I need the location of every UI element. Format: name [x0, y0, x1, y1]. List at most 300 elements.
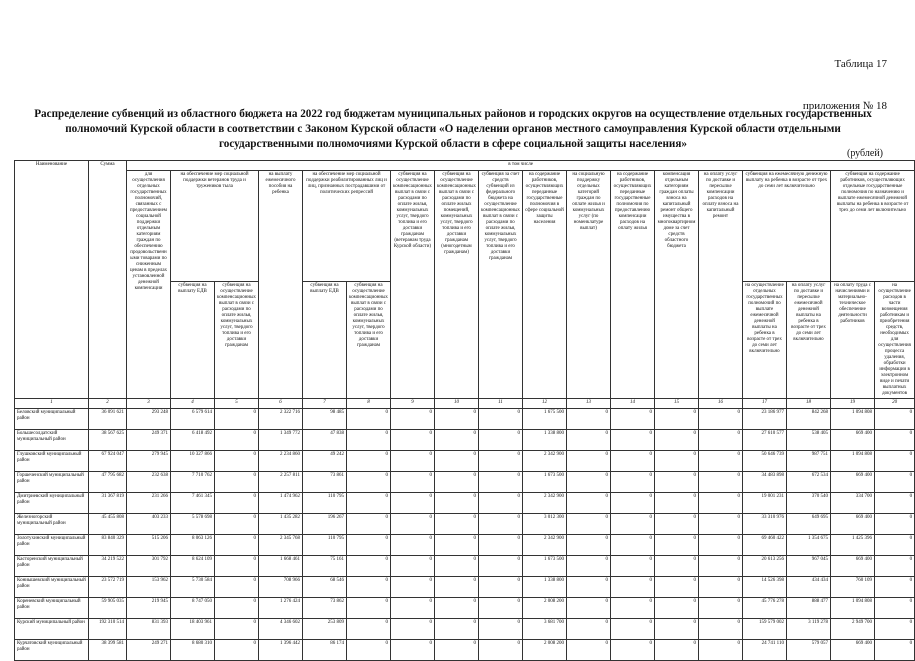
- header-col-12: на содержание работников, осуществляющих переданные государственные полномочия в сфере социальной защиты населения: [523, 171, 567, 399]
- cell-value: 2 008 200: [523, 640, 567, 661]
- cell-value: 159 579 002: [743, 619, 787, 640]
- cell-value: 0: [655, 409, 699, 430]
- cell-value: 967 045: [787, 556, 831, 577]
- cell-value: 1 338 800: [523, 430, 567, 451]
- cell-value: 34 483 898: [743, 472, 787, 493]
- cell-value: 0: [215, 598, 259, 619]
- cell-value: 0: [655, 535, 699, 556]
- units-label: (рублей): [846, 148, 883, 159]
- cell-value: 45 455 808: [89, 514, 127, 535]
- cell-value: 50 646 739: [743, 451, 787, 472]
- cell-value: 47 838: [303, 430, 347, 451]
- cell-value: 0: [215, 514, 259, 535]
- column-number: 7: [303, 399, 347, 409]
- cell-value: 0: [391, 493, 435, 514]
- cell-value: 1 094 808: [831, 598, 875, 619]
- header-col-5: субвенция на осуществление компенсационных выплат в связи с расходами по оплате жилья, коммунальных услуг, твердого топлива и его доставки гражданам: [215, 282, 259, 399]
- cell-value: 1 435 282: [259, 514, 303, 535]
- cell-value: 0: [435, 619, 479, 640]
- cell-value: 36 091 621: [89, 409, 127, 430]
- cell-value: 1 094 808: [831, 409, 875, 430]
- cell-value: 831 393: [127, 619, 171, 640]
- cell-value: 0: [215, 535, 259, 556]
- cell-value: 0: [875, 514, 915, 535]
- cell-value: 0: [875, 535, 915, 556]
- cell-value: 24 741 110: [743, 640, 787, 661]
- column-number: 13: [567, 399, 611, 409]
- cell-value: 888 477: [787, 598, 831, 619]
- cell-value: 27 610 577: [743, 430, 787, 451]
- cell-value: 0: [567, 430, 611, 451]
- municipality-name: Касторенский муниципальный район: [15, 556, 89, 577]
- cell-value: 0: [391, 472, 435, 493]
- cell-value: 515 206: [127, 535, 171, 556]
- cell-value: 434 434: [787, 577, 831, 598]
- cell-value: 0: [567, 451, 611, 472]
- cell-value: 0: [435, 493, 479, 514]
- cell-value: 0: [567, 577, 611, 598]
- cell-value: 2 008 200: [523, 598, 567, 619]
- municipality-name: Большесолдатский муниципальный район: [15, 430, 89, 451]
- cell-value: 334 700: [831, 493, 875, 514]
- cell-value: 0: [215, 472, 259, 493]
- cell-value: 231 266: [127, 493, 171, 514]
- municipality-name: Железногорский муниципальный район: [15, 514, 89, 535]
- column-number: 17: [743, 399, 787, 409]
- cell-value: 0: [435, 514, 479, 535]
- cell-value: 1 675 500: [523, 409, 567, 430]
- cell-value: 0: [435, 451, 479, 472]
- header-col-7-8: на обеспечение мер социальной поддержки реабилитированных лиц и лиц, признанных пострадавшими от политических репрессий: [303, 171, 391, 282]
- cell-value: 0: [875, 640, 915, 661]
- cell-value: 1 354 675: [787, 535, 831, 556]
- cell-value: 0: [611, 409, 655, 430]
- cell-value: 0: [479, 514, 523, 535]
- cell-value: 2 322 716: [259, 409, 303, 430]
- cell-value: 403 233: [127, 514, 171, 535]
- column-number: 8: [347, 399, 391, 409]
- table-row: [15, 640, 915, 661]
- table-row: [15, 577, 915, 598]
- cell-value: 0: [479, 472, 523, 493]
- column-number: 20: [875, 399, 915, 409]
- document-title: Распределение субвенций из областного бюджета на 2022 год бюджетам муниципальных районов и городских округов на осуществление отдельных государственных полномочий Курской области в соответствии с Законом Курской области «О наделении органов местного самоуправления Курской области отдельными государственными полномочиями Курской области в сфере социальной защиты населения»: [34, 108, 872, 150]
- cell-value: 0: [435, 598, 479, 619]
- cell-value: 0: [391, 514, 435, 535]
- cell-value: 69 460 422: [743, 535, 787, 556]
- cell-value: 0: [567, 493, 611, 514]
- column-number: 15: [655, 399, 699, 409]
- header-col-18: на оплату услуг по доставке и пересылке ежемесячной денежной выплаты на ребенка в возрасте от трех до семи лет включительно: [787, 282, 831, 399]
- cell-value: 0: [479, 451, 523, 472]
- cell-value: 232 638: [127, 472, 171, 493]
- cell-value: 0: [655, 577, 699, 598]
- cell-value: 0: [215, 430, 259, 451]
- column-number: 5: [215, 399, 259, 409]
- cell-value: 8 063 126: [171, 535, 215, 556]
- cell-value: 0: [479, 598, 523, 619]
- cell-value: 0: [655, 430, 699, 451]
- header-col-9: субвенция на осуществление компенсационных выплат в связи с расходами по оплате жилья, коммунальных услуг, твердого топлива и его доставки гражданам (ветеранам труда Курской области): [391, 171, 435, 399]
- cell-value: 5 578 698: [171, 514, 215, 535]
- cell-value: 3 012 300: [523, 514, 567, 535]
- cell-value: 0: [435, 409, 479, 430]
- table-row: [15, 619, 915, 640]
- header-col-19-20: субвенция на содержание работников, осуществляющих отдельные государственные полномочия по назначению и выплате ежемесячной денежной выплаты на ребенка в возрасте от трех до семи лет включительно: [831, 171, 915, 282]
- table-row: [15, 409, 915, 430]
- cell-value: 760 109: [831, 577, 875, 598]
- cell-value: 1 474 962: [259, 493, 303, 514]
- header-col-10: субвенция на осуществление компенсационных выплат в связи с расходами по оплате жилых помещений, коммунальных услуг, твердого топлива и его доставки гражданам (многодетным гражданам): [435, 171, 479, 399]
- cell-value: 669 400: [831, 640, 875, 661]
- cell-value: 253 809: [303, 619, 347, 640]
- cell-value: 649 695: [787, 514, 831, 535]
- cell-value: 6 579 614: [171, 409, 215, 430]
- cell-value: 0: [391, 598, 435, 619]
- column-number: 3: [127, 399, 171, 409]
- cell-value: 669 400: [831, 472, 875, 493]
- cell-value: 0: [611, 556, 655, 577]
- table-body: [15, 409, 915, 661]
- cell-value: 8 747 050: [171, 598, 215, 619]
- cell-value: 73 862: [303, 598, 347, 619]
- cell-value: 73 861: [303, 472, 347, 493]
- cell-value: 86 174: [303, 640, 347, 661]
- cell-value: 0: [611, 451, 655, 472]
- cell-value: 0: [347, 430, 391, 451]
- table-row: [15, 556, 915, 577]
- cell-value: 0: [479, 619, 523, 640]
- cell-value: 669 400: [831, 556, 875, 577]
- cell-value: 1 094 808: [831, 451, 875, 472]
- cell-value: 47 795 682: [89, 472, 127, 493]
- cell-value: 279 945: [127, 451, 171, 472]
- cell-value: 0: [479, 409, 523, 430]
- appendix-number: приложения № 18: [802, 100, 887, 112]
- cell-value: 0: [215, 640, 259, 661]
- cell-value: 0: [347, 472, 391, 493]
- cell-value: 0: [699, 514, 743, 535]
- cell-value: 0: [611, 472, 655, 493]
- cell-value: 0: [391, 577, 435, 598]
- cell-value: 0: [347, 640, 391, 661]
- header-col-6: на выплату ежемесячного пособия на ребенка: [259, 171, 303, 399]
- cell-value: 370 540: [787, 493, 831, 514]
- cell-value: 45 776 278: [743, 598, 787, 619]
- cell-value: 2 949 700: [831, 619, 875, 640]
- cell-value: 0: [391, 556, 435, 577]
- cell-value: 196 267: [303, 514, 347, 535]
- column-number: 10: [435, 399, 479, 409]
- cell-value: 0: [435, 430, 479, 451]
- cell-value: 0: [699, 451, 743, 472]
- cell-value: 31 367 819: [89, 493, 127, 514]
- cell-value: 0: [875, 451, 915, 472]
- cell-value: 0: [347, 556, 391, 577]
- table-row: [15, 493, 915, 514]
- cell-value: 0: [699, 409, 743, 430]
- cell-value: 3 119 278: [787, 619, 831, 640]
- cell-value: 0: [215, 577, 259, 598]
- cell-value: 0: [875, 472, 915, 493]
- header-col-4-5: на обеспечение мер социальной поддержки ветеранов труда и тружеников тыла: [171, 171, 259, 282]
- cell-value: 579 057: [787, 640, 831, 661]
- cell-value: 2 257 811: [259, 472, 303, 493]
- cell-value: 0: [215, 556, 259, 577]
- cell-value: 59 905 035: [89, 598, 127, 619]
- cell-value: 0: [611, 619, 655, 640]
- cell-value: 49 242: [303, 451, 347, 472]
- cell-value: 0: [567, 556, 611, 577]
- cell-value: 0: [347, 514, 391, 535]
- cell-value: 0: [435, 472, 479, 493]
- cell-value: 6 418 492: [171, 430, 215, 451]
- cell-value: 2 234 860: [259, 451, 303, 472]
- cell-value: 0: [655, 598, 699, 619]
- cell-value: 0: [611, 535, 655, 556]
- cell-value: 0: [655, 556, 699, 577]
- header-col-17-18: субвенция на ежемесячную денежную выплату на ребенка в возрасте от трех до семи лет включительно: [743, 171, 831, 282]
- cell-value: 0: [875, 493, 915, 514]
- cell-value: 842 268: [787, 409, 831, 430]
- cell-value: 672 534: [787, 472, 831, 493]
- subsidy-table: [14, 160, 915, 661]
- cell-value: 68 546: [303, 577, 347, 598]
- cell-value: 301 792: [127, 556, 171, 577]
- cell-value: 0: [655, 451, 699, 472]
- header-col-11: субвенция за счет средств субвенций из федерального бюджета на осуществление компенсационных выплат в связи с расходами по оплате жилья, коммунальных услуг, твердого топлива и его доставки гражданам: [479, 171, 523, 399]
- cell-value: 38 399 581: [89, 640, 127, 661]
- cell-value: 14 526 398: [743, 577, 787, 598]
- header-col-7: субвенция на выплату ЕДВ: [303, 282, 347, 399]
- municipality-name: Кониышевский муниципальный район: [15, 577, 89, 598]
- cell-value: 0: [391, 640, 435, 661]
- cell-value: 0: [699, 556, 743, 577]
- table-row: [15, 535, 915, 556]
- header-names: Наименование: [15, 161, 89, 399]
- cell-value: 0: [435, 640, 479, 661]
- cell-value: 0: [567, 535, 611, 556]
- cell-value: 0: [215, 409, 259, 430]
- cell-value: 75 161: [303, 556, 347, 577]
- cell-value: 0: [347, 598, 391, 619]
- cell-value: 0: [391, 451, 435, 472]
- column-number: 14: [611, 399, 655, 409]
- cell-value: 38 567 625: [89, 430, 127, 451]
- cell-value: 0: [347, 451, 391, 472]
- header-sum: Сумма: [89, 161, 127, 399]
- column-number: 6: [259, 399, 303, 409]
- cell-value: 7 461 345: [171, 493, 215, 514]
- cell-value: 0: [875, 577, 915, 598]
- cell-value: 1 396 442: [259, 640, 303, 661]
- cell-value: 538 405: [787, 430, 831, 451]
- column-number: 11: [479, 399, 523, 409]
- cell-value: 8 624 109: [171, 556, 215, 577]
- cell-value: 34 219 522: [89, 556, 127, 577]
- cell-value: 98 485: [303, 409, 347, 430]
- cell-value: 1 673 500: [523, 472, 567, 493]
- cell-value: 0: [391, 409, 435, 430]
- cell-value: 0: [611, 640, 655, 661]
- cell-value: 110 795: [303, 493, 347, 514]
- header-col-4: субвенция на выплату ЕДВ: [171, 282, 215, 399]
- cell-value: 83 840 329: [89, 535, 127, 556]
- cell-value: 0: [391, 619, 435, 640]
- cell-value: 0: [611, 598, 655, 619]
- cell-value: 0: [875, 556, 915, 577]
- cell-value: 0: [567, 598, 611, 619]
- cell-value: 0: [347, 619, 391, 640]
- cell-value: 18 403 961: [171, 619, 215, 640]
- header-col-13: на социальную поддержку отдельных категорий граждан по оплате жилья и коммунальных услуг (по номенклатуре выплат): [567, 171, 611, 399]
- cell-value: 0: [347, 409, 391, 430]
- cell-value: 0: [567, 640, 611, 661]
- cell-value: 4 346 602: [259, 619, 303, 640]
- cell-value: 0: [567, 472, 611, 493]
- cell-value: 219 945: [127, 598, 171, 619]
- table-row: [15, 598, 915, 619]
- table-row: [15, 451, 915, 472]
- cell-value: 2 345 768: [259, 535, 303, 556]
- cell-value: 19 001 231: [743, 493, 787, 514]
- cell-value: 249 271: [127, 640, 171, 661]
- cell-value: 3 681 700: [523, 619, 567, 640]
- cell-value: 0: [479, 430, 523, 451]
- cell-value: 669 400: [831, 514, 875, 535]
- cell-value: 1 349 772: [259, 430, 303, 451]
- municipality-name: Горшеченский муниципальный район: [15, 472, 89, 493]
- column-number: 18: [787, 399, 831, 409]
- cell-value: 8 680 310: [171, 640, 215, 661]
- municipality-name: Кореневский муниципальный район: [15, 598, 89, 619]
- cell-value: 23 186 977: [743, 409, 787, 430]
- cell-value: 0: [435, 556, 479, 577]
- cell-value: 1 338 800: [523, 577, 567, 598]
- cell-value: 67 924 047: [89, 451, 127, 472]
- municipality-name: Дмитриевский муниципальный район: [15, 493, 89, 514]
- header-col-8: субвенция на осуществление компенсационных выплат в связи с расходами по оплате жилья, коммунальных услуг, твердого топлива и его доставки гражданам: [347, 282, 391, 399]
- column-number: 12: [523, 399, 567, 409]
- cell-value: 0: [567, 514, 611, 535]
- table-row: [15, 514, 915, 535]
- column-number: 16: [699, 399, 743, 409]
- cell-value: 0: [347, 493, 391, 514]
- cell-value: 0: [479, 556, 523, 577]
- cell-value: 33 310 976: [743, 514, 787, 535]
- cell-value: 0: [875, 598, 915, 619]
- header-col-20: на осуществление расходов в части возмещения работникам и приобретения средств, необходимых для осуществления процесса удаления, обработки информации в электронном виде и печати выплатных документов: [875, 282, 915, 399]
- cell-value: 0: [611, 493, 655, 514]
- cell-value: 0: [699, 619, 743, 640]
- cell-value: 0: [215, 619, 259, 640]
- cell-value: 0: [479, 577, 523, 598]
- cell-value: 0: [699, 535, 743, 556]
- header-col-14: на содержание работников, осуществляющих переданные государственные полномочия по предоставлению компенсации расходов на оплату жилья: [611, 171, 655, 399]
- cell-value: 249 371: [127, 430, 171, 451]
- column-number: 2: [89, 399, 127, 409]
- cell-value: 0: [567, 619, 611, 640]
- cell-value: 0: [875, 409, 915, 430]
- column-number-row: [15, 399, 915, 409]
- cell-value: 0: [347, 535, 391, 556]
- cell-value: 0: [699, 577, 743, 598]
- cell-value: 0: [611, 577, 655, 598]
- municipality-name: Курчатовский муниципальный район: [15, 640, 89, 661]
- municipality-name: Глушковский муниципальный район: [15, 451, 89, 472]
- cell-value: 0: [215, 451, 259, 472]
- cell-value: 1 673 500: [523, 556, 567, 577]
- municipality-name: Золотухинский муниципальный район: [15, 535, 89, 556]
- cell-value: 1 425 396: [831, 535, 875, 556]
- cell-value: 0: [699, 493, 743, 514]
- header-col-17: на осуществление отдельных государственных полномочий по выплате ежемесячной денежной выплаты на ребенка в возрасте от трех до семи лет включительно: [743, 282, 787, 399]
- cell-value: 2 342 900: [523, 493, 567, 514]
- cell-value: 0: [875, 430, 915, 451]
- cell-value: 0: [699, 640, 743, 661]
- cell-value: 0: [215, 493, 259, 514]
- cell-value: 0: [611, 514, 655, 535]
- cell-value: 1 276 424: [259, 598, 303, 619]
- cell-value: 110 795: [303, 535, 347, 556]
- cell-value: 987 751: [787, 451, 831, 472]
- cell-value: 0: [699, 430, 743, 451]
- table-number: Таблица 17: [834, 58, 887, 70]
- cell-value: 0: [479, 535, 523, 556]
- column-number: 1: [15, 399, 89, 409]
- cell-value: 10 327 866: [171, 451, 215, 472]
- table-row: [15, 472, 915, 493]
- header-col-15: компенсация отдельным категориям граждан оплаты взноса на капитальный ремонт общего имущества в многоквартирном доме за счет средств областного бюджета: [655, 171, 699, 399]
- municipality-name: Беловский муниципальный район: [15, 409, 89, 430]
- cell-value: 23 572 719: [89, 577, 127, 598]
- cell-value: 20 613 256: [743, 556, 787, 577]
- header-including: в том числе: [127, 161, 915, 171]
- column-number: 19: [831, 399, 875, 409]
- cell-value: 0: [655, 514, 699, 535]
- cell-value: 0: [435, 535, 479, 556]
- cell-value: 0: [655, 619, 699, 640]
- cell-value: 0: [655, 472, 699, 493]
- municipality-name: Курский муниципальный район: [15, 619, 89, 640]
- cell-value: 7 710 762: [171, 472, 215, 493]
- cell-value: 0: [347, 577, 391, 598]
- column-number: 9: [391, 399, 435, 409]
- cell-value: 0: [479, 493, 523, 514]
- header-col-3: для осуществления отдельных государственных полномочий, связанных с предоставлением социальной поддержки отдельным категориям граждан по обеспечению продовольственными товарами по сниженным ценам в пределах установленной денежной компенсации: [127, 171, 171, 399]
- header-col-19: на оплату труда с начислениями и материально-техническое обеспечение деятельности работников: [831, 282, 875, 399]
- cell-value: 5 730 584: [171, 577, 215, 598]
- cell-value: 0: [567, 409, 611, 430]
- cell-value: 0: [391, 535, 435, 556]
- table-row: [15, 430, 915, 451]
- cell-value: 0: [699, 472, 743, 493]
- cell-value: 0: [655, 640, 699, 661]
- cell-value: 2 342 900: [523, 535, 567, 556]
- cell-value: 1 668 461: [259, 556, 303, 577]
- header-col-16: на оплату услуг по доставке и пересылке компенсации расходов на оплату взноса на капитальный ремонт: [699, 171, 743, 399]
- cell-value: 0: [611, 430, 655, 451]
- cell-value: 293 248: [127, 409, 171, 430]
- cell-value: 0: [391, 430, 435, 451]
- cell-value: 0: [479, 640, 523, 661]
- cell-value: 0: [655, 493, 699, 514]
- cell-value: 0: [699, 598, 743, 619]
- column-number: 4: [171, 399, 215, 409]
- cell-value: 669 400: [831, 430, 875, 451]
- cell-value: 708 966: [259, 577, 303, 598]
- cell-value: 0: [875, 619, 915, 640]
